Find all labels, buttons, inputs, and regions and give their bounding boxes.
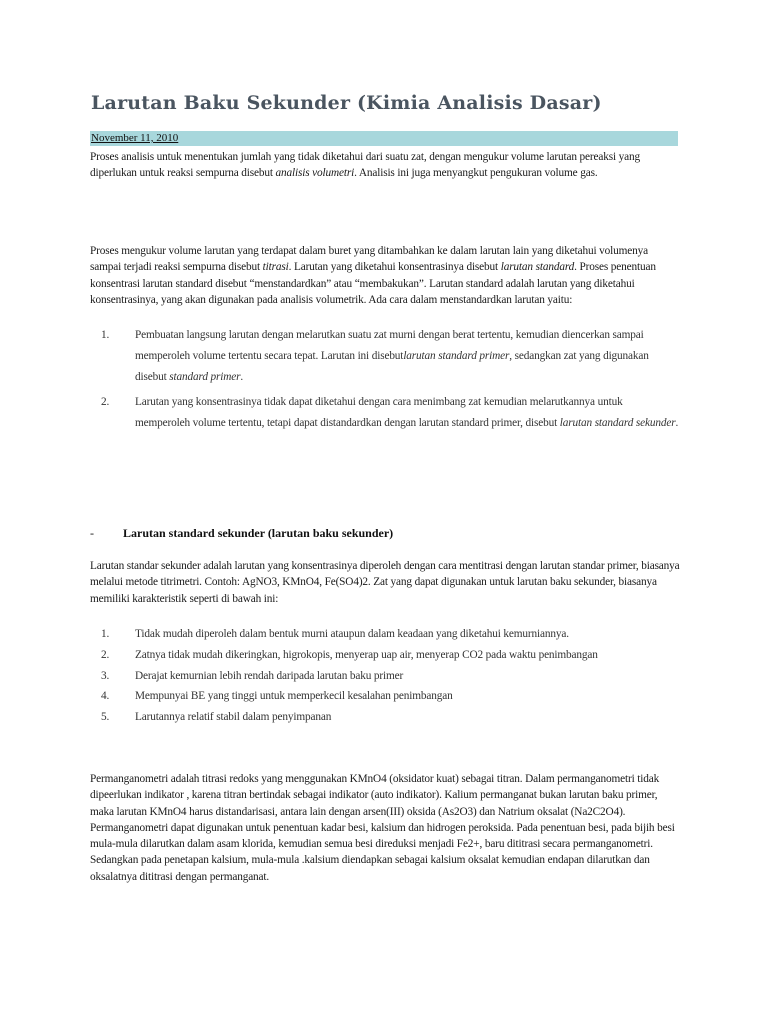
heading-bullet: - xyxy=(90,526,94,540)
method-list xyxy=(90,325,680,434)
list-item: 3. Derajat kemurnian lebih rendah daripada larutan baku primer xyxy=(101,669,404,682)
closing-paragraph: Permanganometri adalah titrasi redoks yang menggunakan KMnO4 (oksidator kuat) sebagai titran. Dalam permanganometri tidak dipeerlukan indikator , karena titran bertindak sebagai indikator (auto indikator). Kalium permanganat bukan larutan baku primer, maka larutan KMnO4 harus distandarisasi, antara lain dengan arsen(III) oksida (As2O3) dan Natrium oksalat (Na2C2O4). Permanganometri dapat digunakan untuk penentuan kadar besi, kalsium dan hidrogen peroksida. Pada penentuan besi, pada bijih besi mula-mula dilarutkan dalam asam klorida, kemudian semua besi direduksi menjadi Fe2+, baru dititrasi secara permanganometri. Sedangkan pada penetapan kalsium, mula-mula .kalsium diendapkan sebagai kalsium oksalat kemudian endapan dilarutkan dan oksalatnya dititrasi dengan permanganat. xyxy=(90,773,675,883)
post-date[interactable]: November 11, 2010 xyxy=(91,132,179,144)
method-item: 2. Larutan yang konsentrasinya tidak dapat diketahui dengan cara menimbang zat kemudian melarutkannya untuk memperoleh volume tertentu, tetapi dapat distandardkan dengan larutan standard primer, disebut larutan standard sekunder. xyxy=(101,396,679,429)
section-paragraph: Larutan standar sekunder adalah larutan yang konsentrasinya diperoleh dengan cara mentitrasi dengan larutan standar primer, biasanya melalui metode titrimetri. Contoh: AgNO3, KMnO4, Fe(SO4)2. Zat yang dapat digunakan untuk larutan baku sekunder, biasanya memiliki karakteristik seperti di bawah ini: xyxy=(90,560,680,605)
article-title: Larutan Baku Sekunder (Kimia Analisis Dasar) xyxy=(91,92,602,114)
intro-paragraph-2: Proses mengukur volume larutan yang terdapat dalam buret yang ditambahkan ke dalam larutan lain yang diketahui volumenya sampai terjadi reaksi sempurna disebut titrasi. Larutan yang diketahui konsentrasinya disebut larutan standard. Proses penentuan konsentrasi larutan standard disebut “menstandardkan” atau “membakukan”. Larutan standard adalah larutan yang diketahui konsentrasinya, yang akan digunakan pada analisis volumetrik. Ada cara dalam menstandardkan larutan yaitu: xyxy=(90,245,656,306)
method-item: 1. Pembuatan langsung larutan dengan melarutkan suatu zat murni dengan berat tertentu, kemudian diencerkan sampai memperoleh volume tertentu secara tepat. Larutan ini disebutlarutan standard primer, sedangkan zat yang digunakan disebut standard primer. xyxy=(101,329,649,383)
list-item: 1. Tidak mudah diperoleh dalam bentuk murni ataupun dalam keadaan yang diketahui kemurniannya. xyxy=(101,628,569,640)
list-item: 2. Zatnya tidak mudah dikeringkan, higrokopis, menyerap uap air, menyerap CO2 pada waktu penimbangan xyxy=(101,648,598,661)
characteristics-list xyxy=(90,626,690,730)
heading-text: Larutan standard sekunder (larutan baku sekunder) xyxy=(123,526,394,540)
intro-paragraph-1: Proses analisis untuk menentukan jumlah yang tidak diketahui dari suatu zat, dengan mengukur volume larutan pereaksi yang diperlukan untuk reaksi sempurna disebut analisis volumetri. Analisis ini juga menyangkut pengukuran volume gas. xyxy=(90,151,640,180)
list-item: 4. Mempunyai BE yang tinggi untuk memperkecil kesalahan penimbangan xyxy=(101,690,453,703)
list-item: 5. Larutannya relatif stabil dalam penyimpanan xyxy=(101,711,332,724)
